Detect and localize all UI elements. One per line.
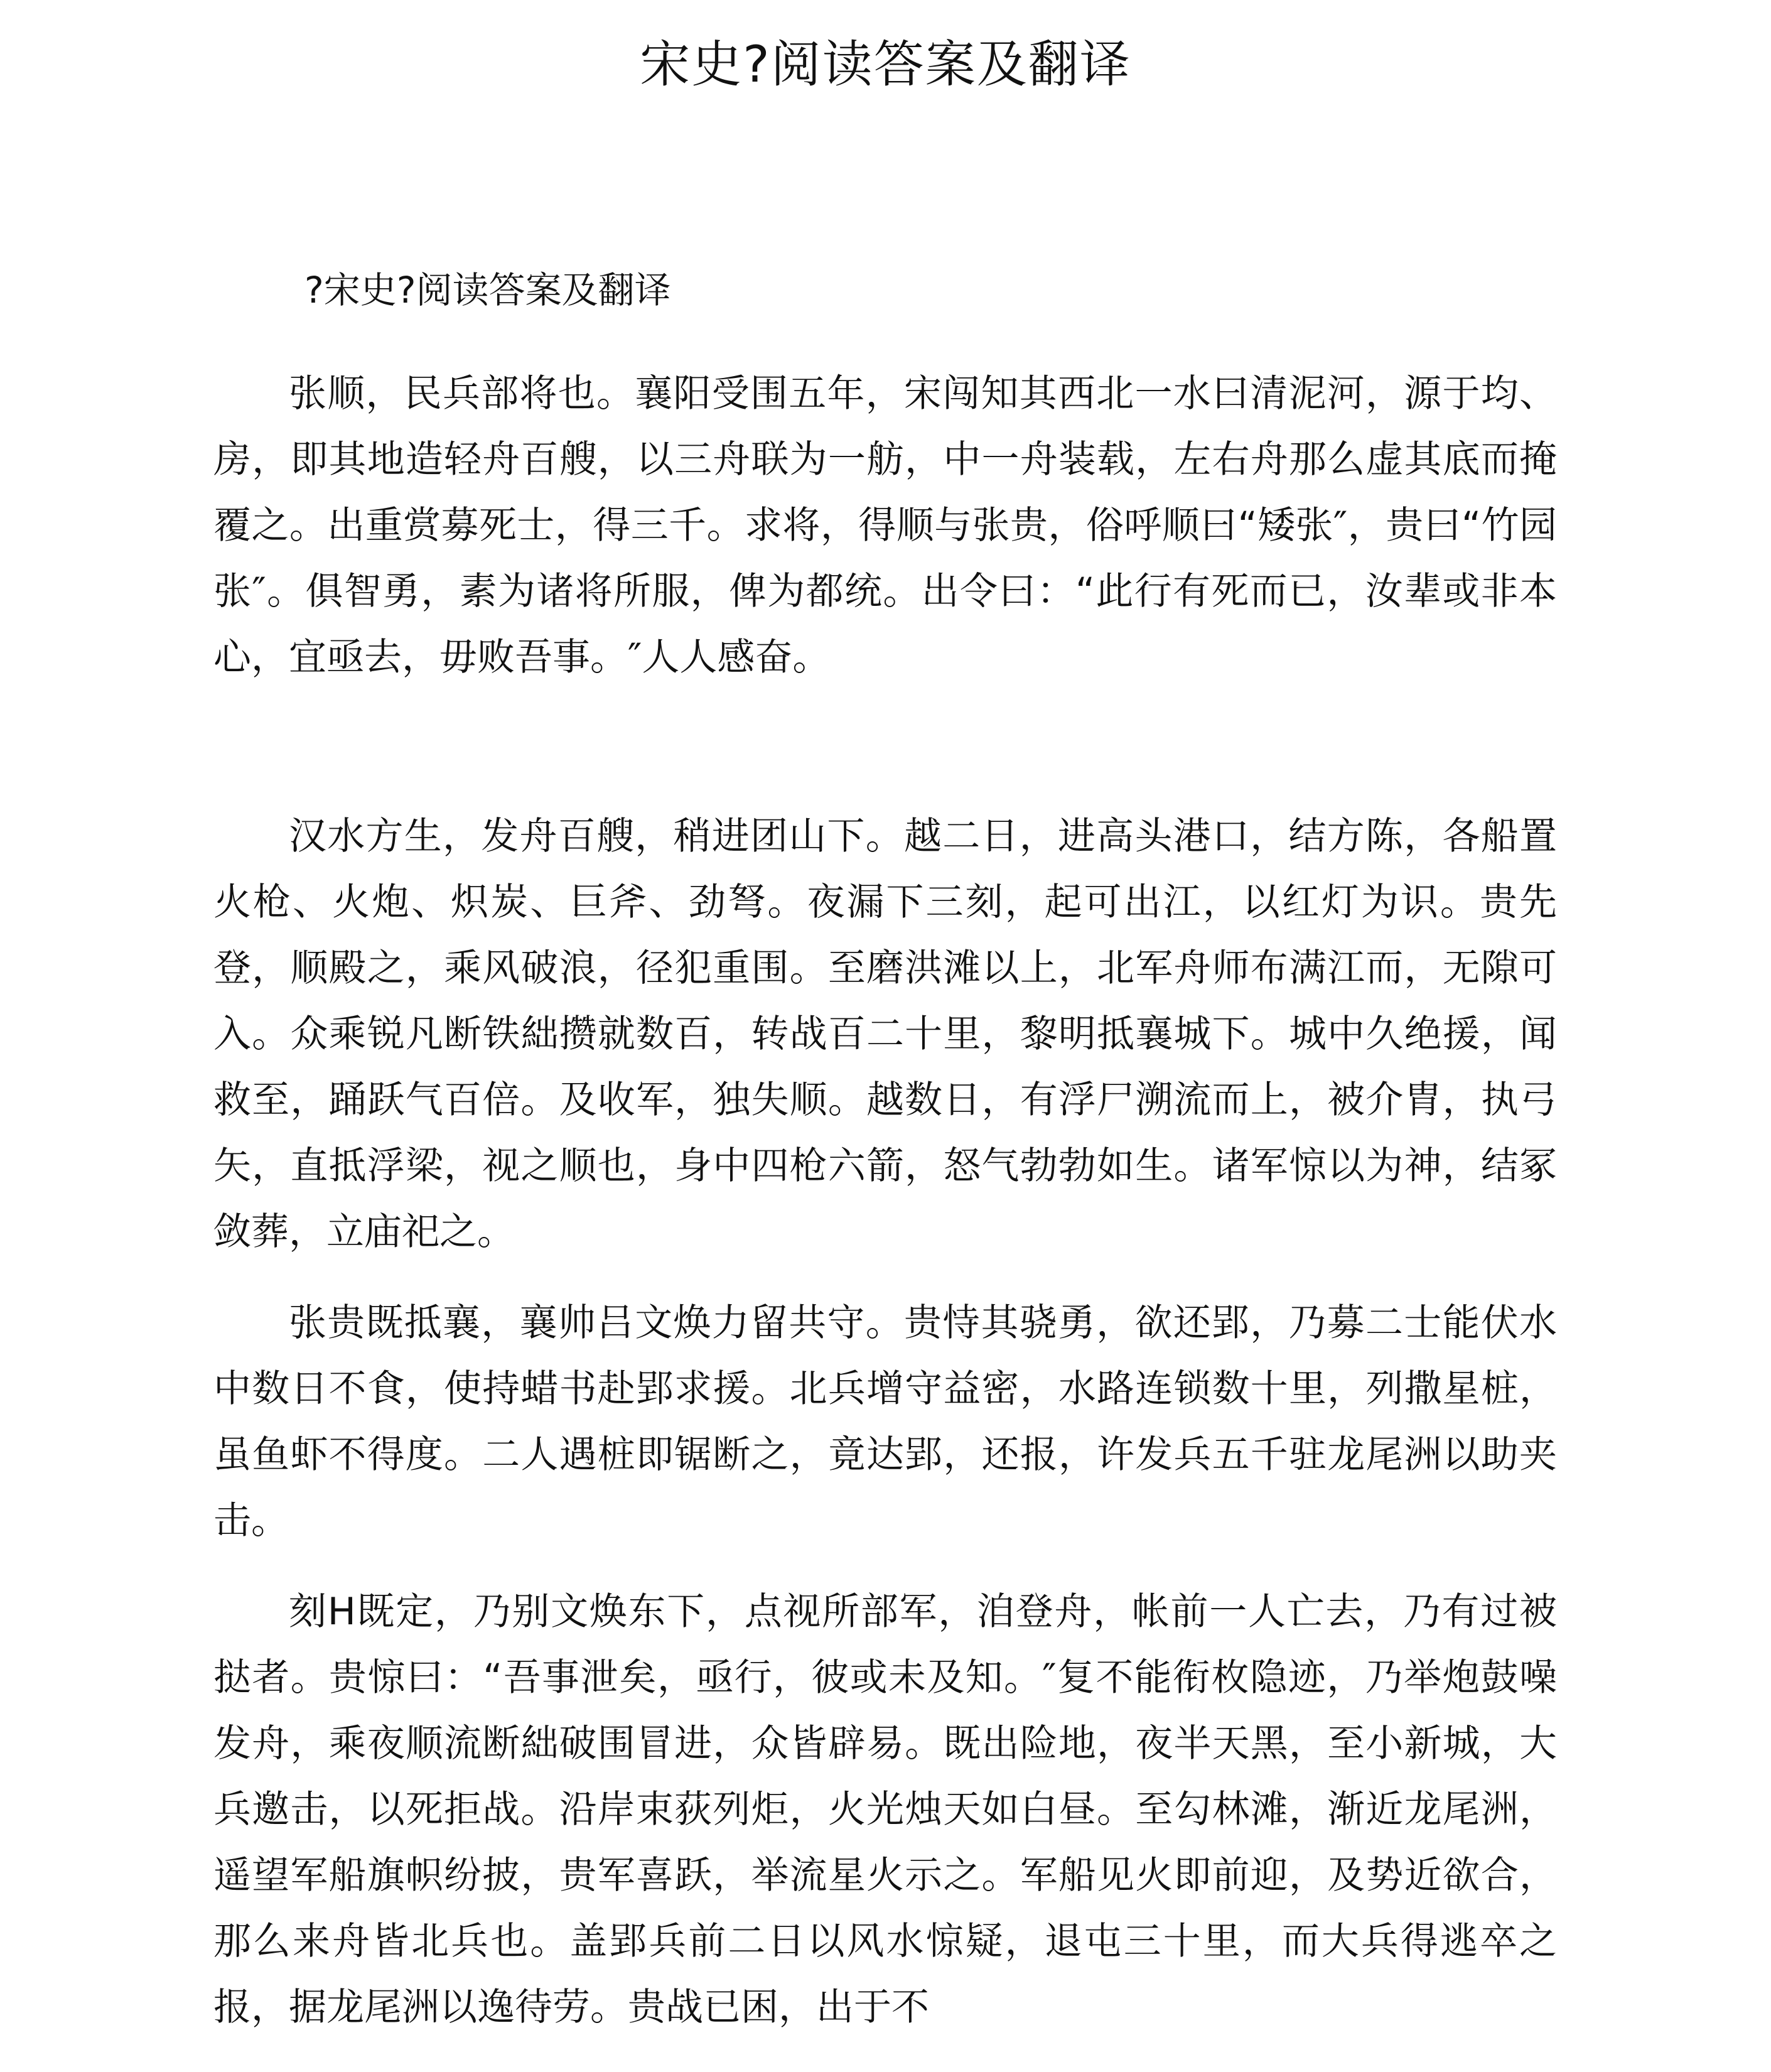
paragraph-4: 刻H既定，乃别文焕东下，点视所部军，洎登舟，帐前一人亡去，乃有过被挞者。贵惊曰：“吾事泄矣，亟行，彼或未及知。″复不能衔枚隐迹，乃举炮鼓噪发舟，乘夜顺流断絀破围冒进，众皆辟易。既出险地，夜半天黑，至小新城，大兵邀击，以死拒战。沿岸束荻列炬，火光烛天如白昼。至勾林滩，渐近龙尾洲，遥望军船旗帜纷披，贵军喜跃，举流星火示之。军船见火即前迎，及势近欲合，那么来舟皆北兵也。盖郢兵前二日以风水惊疑，退屯三十里，而大兵得逃卒之报，据龙尾洲以逸待劳。贵战已困，出于不: [213, 1590, 1557, 2029]
paragraph-3: 张贵既抵襄，襄帅吕文焕力留共守。贵恃其骁勇，欲还郢，乃募二士能伏水中数日不食，使持蜡书赴郢求援。北兵增守益密，水路连锁数十里，列撒星桩，虽鱼虾不得度。二人遇桩即锯断之，竟达郢，还报，许发兵五千驻龙尾洲以助夹击。: [213, 1301, 1557, 1543]
document-title: 宋史?阅读答案及翻译: [640, 35, 1131, 94]
paragraph-2: 汉水方生，发舟百艘，稍进团山下。越二日，进高头港口，结方陈，各船置火枪、火炮、炽炭、巨斧、劲弩。夜漏下三刻，起可出江，以红灯为识。贵先登，顺殿之，乘风破浪，径犯重围。至磨洪滩以上，北军舟师布满江而，无隙可入。众乘锐凡断铁絀攒就数百，转战百二十里，黎明抵襄城下。城中久绝援，闻救至，踊跃气百倍。及收军，独失顺。越数日，有浮尸溯流而上，被介胄，执弓矢，直抵浮梁，视之顺也，身中四枪六箭，怒气勃勃如生。诸军惊以为神，结冢敛葬，立庙祀之。: [213, 814, 1557, 1254]
paragraph-1: 张顺，民兵部将也。襄阳受围五年，宋闯知其西北一水曰清泥河，源于均、房，即其地造轻舟百艘，以三舟联为一舫，中一舟装载，左右舟那么虚其底而掩覆之。出重赏募死士，得三千。求将，得顺与张贵，俗呼顺曰“矮张″，贵曰“竹园张″。俱智勇，素为诸将所服，俾为都统。出令曰：“此行有死而已，汝辈或非本心，宜亟去，毋败吾事。″人人感奋。: [213, 372, 1557, 679]
document-subtitle: ?宋史?阅读答案及翻译: [304, 269, 671, 311]
